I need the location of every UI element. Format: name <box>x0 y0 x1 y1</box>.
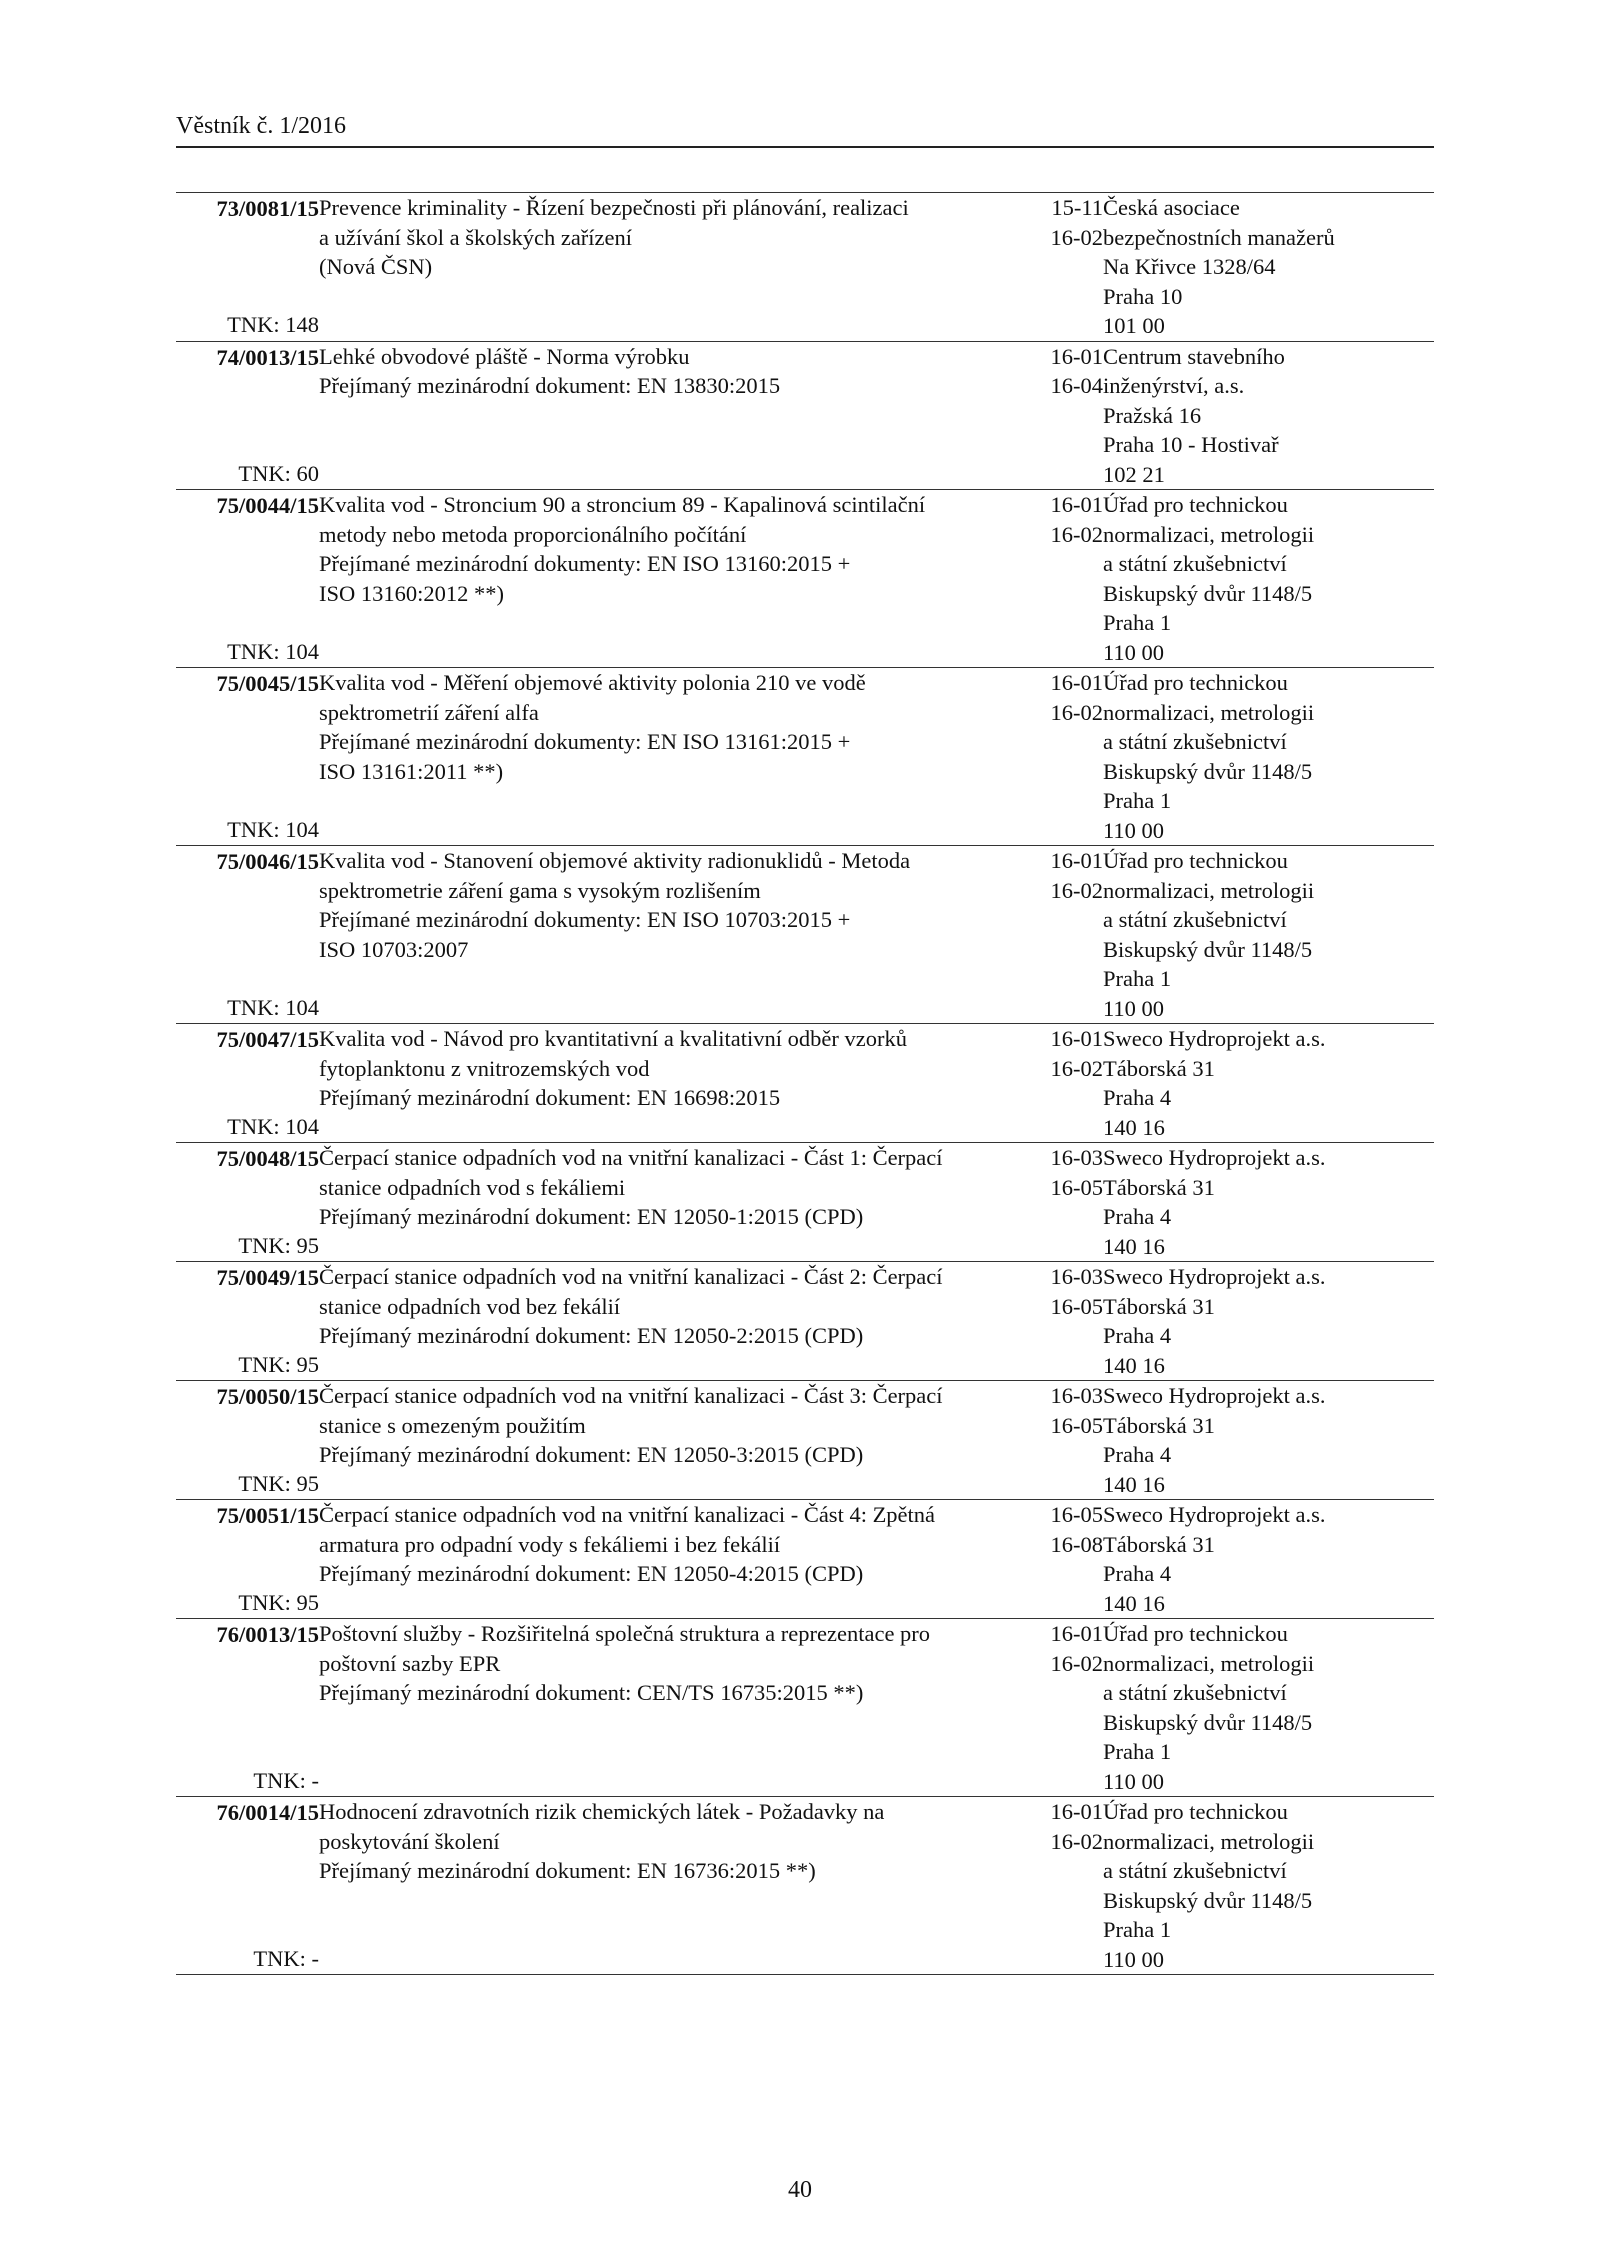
entry-date: 16-02 <box>1050 699 1103 725</box>
entry-org-line: Biskupský dvůr 1148/5 <box>1103 758 1313 784</box>
entry-org-line: 110 00 <box>1103 817 1165 843</box>
entry-org-line: 110 00 <box>1103 639 1165 665</box>
entry-number: 75/0045/15 <box>216 671 319 696</box>
entry-org-line: a státní zkušebnictví <box>1103 1858 1287 1883</box>
entry-number: 75/0044/15 <box>216 493 319 518</box>
entry-title-line: Přejímaný mezinárodní dokument: EN 12050-2:2015 (CPD) <box>319 1323 864 1348</box>
entry-date: 16-08 <box>1050 1531 1103 1557</box>
entry-org-cell <box>1103 1262 1434 1381</box>
entry-title-line: Čerpací stanice odpadních vod na vnitřní kanalizaci - Část 2: Čerpací <box>319 1264 943 1289</box>
entry-date: 16-01 <box>1050 1026 1103 1051</box>
tnk-label: TNK: - <box>253 1767 319 1793</box>
entry-org-line: 110 00 <box>1103 1946 1165 1972</box>
page-header <box>176 112 1434 148</box>
entry-org-line: Biskupský dvůr 1148/5 <box>1103 1887 1313 1913</box>
entry-org-line: 110 00 <box>1103 1768 1165 1794</box>
entry-title-line: Přejímané mezinárodní dokumenty: EN ISO 13160:2015 + <box>319 551 851 576</box>
entry-org-line: Praha 1 <box>1103 788 1172 813</box>
entry-title-cell <box>319 668 1005 846</box>
entry-org-line: Praha 1 <box>1103 1739 1172 1764</box>
table-row <box>176 1500 1434 1619</box>
entry-number: 75/0050/15 <box>216 1384 319 1409</box>
entry-title-line: Přejímané mezinárodní dokumenty: EN ISO 13161:2015 + <box>319 729 851 754</box>
entry-title-line: poskytování školení <box>319 1828 500 1854</box>
entry-title-line: Čerpací stanice odpadních vod na vnitřní kanalizaci - Část 1: Čerpací <box>319 1145 943 1170</box>
entry-date: 16-02 <box>1050 521 1103 547</box>
entry-org-line: 140 16 <box>1103 1471 1165 1497</box>
entry-dates-cell <box>1005 668 1103 846</box>
entry-title-line: Kvalita vod - Návod pro kvantitativní a kvalitativní odběr vzorků <box>319 1026 907 1051</box>
tnk-label: TNK: 104 <box>227 638 319 664</box>
entry-org-line: bezpečnostních manažerů <box>1103 224 1335 250</box>
entry-org-line: Praha 4 <box>1103 1442 1172 1467</box>
entry-id-cell <box>176 490 319 668</box>
entry-dates-cell <box>1005 341 1103 490</box>
entry-org-cell <box>1103 1619 1434 1797</box>
entry-org-line: inženýrství, a.s. <box>1103 373 1245 398</box>
entry-date: 16-01 <box>1050 343 1103 369</box>
entry-number: 73/0081/15 <box>216 196 319 221</box>
entry-title-line: Prevence kriminality - Řízení bezpečnosti při plánování, realizaci <box>319 195 909 220</box>
entry-date: 16-01 <box>1050 1799 1103 1824</box>
entry-org-line: Táborská 31 <box>1103 1531 1215 1557</box>
entry-dates-cell <box>1005 1797 1103 1975</box>
table-row <box>176 1024 1434 1143</box>
tnk-label: TNK: 95 <box>238 1589 319 1615</box>
entry-date: 16-02 <box>1050 224 1103 250</box>
entry-org-line: Biskupský dvůr 1148/5 <box>1103 580 1313 606</box>
entry-org-line: Pražská 16 <box>1103 402 1202 428</box>
entry-org-cell <box>1103 193 1434 342</box>
entry-title-line: Přejímaný mezinárodní dokument: EN 12050-1:2015 (CPD) <box>319 1204 864 1229</box>
entry-title-line: Poštovní služby - Rozšiřitelná společná struktura a reprezentace pro <box>319 1621 931 1646</box>
entry-title-cell <box>319 1500 1005 1619</box>
entry-date: 16-05 <box>1050 1174 1103 1200</box>
entry-org-line: Praha 4 <box>1103 1561 1172 1586</box>
entry-dates-cell <box>1005 193 1103 342</box>
entry-date: 16-04 <box>1050 373 1103 398</box>
entry-org-line: Na Křivce 1328/64 <box>1103 254 1276 279</box>
entry-number: 76/0013/15 <box>216 1622 319 1647</box>
tnk-label: TNK: 104 <box>227 816 319 842</box>
entry-title-cell <box>319 1262 1005 1381</box>
entry-id-cell <box>176 1262 319 1381</box>
entry-title-cell <box>319 1381 1005 1500</box>
entry-org-line: Úřad pro technickou <box>1103 848 1288 873</box>
entry-org-line: normalizaci, metrologii <box>1103 1650 1315 1676</box>
entry-number: 75/0049/15 <box>216 1265 319 1290</box>
entry-date: 16-05 <box>1050 1412 1103 1438</box>
tnk-label: TNK: - <box>253 1945 319 1971</box>
entry-title-cell <box>319 846 1005 1024</box>
entry-title-line: Lehké obvodové pláště - Norma výrobku <box>319 343 690 369</box>
entry-org-line: 101 00 <box>1103 313 1165 338</box>
entry-date: 16-01 <box>1050 492 1103 517</box>
entry-org-line: Praha 4 <box>1103 1323 1172 1348</box>
entry-date: 15-11 <box>1051 195 1103 220</box>
entry-org-line: Sweco Hydroprojekt a.s. <box>1103 1383 1326 1408</box>
entry-date: 16-02 <box>1050 877 1103 903</box>
entry-title-line: ISO 13161:2011 **) <box>319 758 504 784</box>
entry-title-line: Kvalita vod - Měření objemové aktivity polonia 210 ve vodě <box>319 670 866 695</box>
entry-org-line: Táborská 31 <box>1103 1174 1215 1200</box>
entry-date: 16-05 <box>1050 1502 1103 1527</box>
entry-title-line: ISO 13160:2012 **) <box>319 580 504 606</box>
entry-id-cell <box>176 1381 319 1500</box>
entry-org-line: Úřad pro technickou <box>1103 1799 1288 1824</box>
table-row <box>176 1619 1434 1797</box>
entry-title-line: Čerpací stanice odpadních vod na vnitřní kanalizaci - Část 3: Čerpací <box>319 1383 943 1408</box>
entry-org-line: Centrum stavebního <box>1103 343 1285 369</box>
entry-org-line: a státní zkušebnictví <box>1103 729 1287 754</box>
entry-title-line: (Nová ČSN) <box>319 254 433 279</box>
entry-title-line: Přejímaný mezinárodní dokument: EN 16698:2015 <box>319 1085 781 1110</box>
entry-org-line: 110 00 <box>1103 995 1165 1021</box>
entry-number: 76/0014/15 <box>216 1800 319 1825</box>
entry-title-line: Přejímaný mezinárodní dokument: EN 13830:2015 <box>319 373 781 398</box>
entry-org-line: 140 16 <box>1103 1352 1165 1378</box>
tnk-label: TNK: 95 <box>238 1232 319 1258</box>
standards-table-body <box>176 193 1434 1975</box>
entry-id-cell <box>176 1024 319 1143</box>
table-row <box>176 1262 1434 1381</box>
entry-org-cell <box>1103 846 1434 1024</box>
entry-title-line: fytoplanktonu z vnitrozemských vod <box>319 1055 650 1081</box>
entry-dates-cell <box>1005 1262 1103 1381</box>
entry-org-line: 102 21 <box>1103 461 1165 487</box>
entry-title-line: ISO 10703:2007 <box>319 936 469 962</box>
entry-date: 16-01 <box>1050 1621 1103 1646</box>
table-row <box>176 193 1434 342</box>
entry-title-line: metody nebo metoda proporcionálního počítání <box>319 521 747 547</box>
table-row <box>176 341 1434 490</box>
entry-id-cell <box>176 341 319 490</box>
entry-org-cell <box>1103 1500 1434 1619</box>
entry-date: 16-02 <box>1050 1828 1103 1854</box>
entry-org-line: a státní zkušebnictví <box>1103 551 1287 576</box>
entry-title-line: Čerpací stanice odpadních vod na vnitřní kanalizaci - Část 4: Zpětná <box>319 1502 936 1527</box>
entry-org-line: Praha 1 <box>1103 610 1172 635</box>
entry-org-line: normalizaci, metrologii <box>1103 699 1315 725</box>
entry-title-line: stanice odpadních vod s fekáliemi <box>319 1174 626 1200</box>
entry-dates-cell <box>1005 1143 1103 1262</box>
entry-id-cell <box>176 1619 319 1797</box>
entry-date: 16-03 <box>1050 1383 1103 1408</box>
entry-org-cell <box>1103 1381 1434 1500</box>
entry-title-cell <box>319 193 1005 342</box>
table-row <box>176 1381 1434 1500</box>
entry-date: 16-03 <box>1050 1264 1103 1289</box>
entry-org-cell <box>1103 1024 1434 1143</box>
entry-org-line: Sweco Hydroprojekt a.s. <box>1103 1502 1326 1527</box>
tnk-label: TNK: 95 <box>238 1351 319 1377</box>
entry-org-cell <box>1103 668 1434 846</box>
entry-title-line: spektrometrií záření alfa <box>319 699 539 725</box>
entry-org-line: Praha 1 <box>1103 1917 1172 1942</box>
entry-date: 16-02 <box>1050 1650 1103 1676</box>
entry-org-line: 140 16 <box>1103 1233 1165 1259</box>
entry-title-line: stanice s omezeným použitím <box>319 1412 586 1438</box>
entry-title-cell <box>319 1619 1005 1797</box>
table-row <box>176 668 1434 846</box>
entry-org-line: Úřad pro technickou <box>1103 670 1288 695</box>
entry-dates-cell <box>1005 1024 1103 1143</box>
entry-id-cell <box>176 1797 319 1975</box>
entry-title-line: armatura pro odpadní vody s fekáliemi i bez fekálií <box>319 1531 781 1557</box>
entry-org-line: Sweco Hydroprojekt a.s. <box>1103 1264 1326 1289</box>
entry-org-line: normalizaci, metrologii <box>1103 521 1315 547</box>
entry-id-cell <box>176 193 319 342</box>
entry-org-line: Biskupský dvůr 1148/5 <box>1103 1709 1313 1735</box>
entry-id-cell <box>176 846 319 1024</box>
table-row <box>176 490 1434 668</box>
entry-dates-cell <box>1005 1500 1103 1619</box>
entry-org-line: Praha 10 - Hostivař <box>1103 432 1279 457</box>
tnk-label: TNK: 104 <box>227 1113 319 1139</box>
entry-title-line: Kvalita vod - Stanovení objemové aktivity radionuklidů - Metoda <box>319 848 911 873</box>
entry-org-cell <box>1103 1143 1434 1262</box>
table-row <box>176 846 1434 1024</box>
entry-title-line: poštovní sazby EPR <box>319 1650 501 1676</box>
entry-dates-cell <box>1005 846 1103 1024</box>
entry-org-line: Úřad pro technickou <box>1103 1621 1288 1646</box>
entry-org-line: Praha 4 <box>1103 1204 1172 1229</box>
entry-date: 16-03 <box>1050 1145 1103 1170</box>
standards-table-container <box>176 192 1434 1975</box>
entry-title-line: Přejímaný mezinárodní dokument: EN 16736:2015 **) <box>319 1858 816 1883</box>
entry-org-cell <box>1103 341 1434 490</box>
entry-org-line: Sweco Hydroprojekt a.s. <box>1103 1026 1326 1051</box>
entry-org-line: Praha 1 <box>1103 966 1172 991</box>
entry-date: 16-02 <box>1050 1055 1103 1081</box>
entry-title-cell <box>319 1797 1005 1975</box>
tnk-label: TNK: 60 <box>238 460 319 486</box>
table-row <box>176 1143 1434 1262</box>
entry-date: 16-01 <box>1050 848 1103 873</box>
entry-org-line: a státní zkušebnictví <box>1103 1680 1287 1705</box>
journal-title: Věstník č. 1/2016 <box>176 113 346 139</box>
entry-id-cell <box>176 1500 319 1619</box>
entry-org-cell <box>1103 490 1434 668</box>
entry-org-line: Táborská 31 <box>1103 1293 1215 1319</box>
page-number: 40 <box>788 2177 812 2203</box>
entry-number: 75/0051/15 <box>216 1503 319 1528</box>
entry-org-line: Praha 4 <box>1103 1085 1172 1110</box>
entry-org-line: 140 16 <box>1103 1590 1165 1616</box>
entry-org-line: normalizaci, metrologii <box>1103 1828 1315 1854</box>
entry-org-line: 140 16 <box>1103 1114 1165 1140</box>
entry-title-line: spektrometrie záření gama s vysokým rozlišením <box>319 877 761 903</box>
entry-number: 75/0048/15 <box>216 1146 319 1171</box>
entry-org-line: Úřad pro technickou <box>1103 492 1288 517</box>
entry-title-line: a užívání škol a školských zařízení <box>319 224 633 250</box>
tnk-label: TNK: 95 <box>238 1470 319 1496</box>
entry-title-cell <box>319 1024 1005 1143</box>
entry-title-line: Kvalita vod - Stroncium 90 a stroncium 89 - Kapalinová scintilační <box>319 492 926 517</box>
entry-org-line: a státní zkušebnictví <box>1103 907 1287 932</box>
entry-number: 74/0013/15 <box>216 344 319 370</box>
entry-dates-cell <box>1005 490 1103 668</box>
entry-title-line: stanice odpadních vod bez fekálií <box>319 1293 621 1319</box>
entry-title-cell <box>319 341 1005 490</box>
entry-dates-cell <box>1005 1619 1103 1797</box>
tnk-label: TNK: 104 <box>227 994 319 1020</box>
entry-title-line: Přejímané mezinárodní dokumenty: EN ISO 10703:2015 + <box>319 907 851 932</box>
entry-title-line: Přejímaný mezinárodní dokument: CEN/TS 16735:2015 **) <box>319 1680 864 1705</box>
tnk-label: TNK: 148 <box>227 312 319 337</box>
entry-title-line: Přejímaný mezinárodní dokument: EN 12050-3:2015 (CPD) <box>319 1442 864 1467</box>
entry-date: 16-05 <box>1050 1293 1103 1319</box>
entry-dates-cell <box>1005 1381 1103 1500</box>
entry-org-line: normalizaci, metrologii <box>1103 877 1315 903</box>
entry-title-cell <box>319 1143 1005 1262</box>
entry-title-line: Přejímaný mezinárodní dokument: EN 12050-4:2015 (CPD) <box>319 1561 864 1586</box>
entry-org-line: Praha 10 <box>1103 283 1183 309</box>
entry-title-line: Hodnocení zdravotních rizik chemických látek - Požadavky na <box>319 1799 885 1824</box>
table-row <box>176 1797 1434 1975</box>
entry-org-line: Biskupský dvůr 1148/5 <box>1103 936 1313 962</box>
entry-org-line: Táborská 31 <box>1103 1412 1215 1438</box>
entry-number: 75/0046/15 <box>216 849 319 874</box>
entry-org-cell <box>1103 1797 1434 1975</box>
entry-org-line: Sweco Hydroprojekt a.s. <box>1103 1145 1326 1170</box>
entry-date: 16-01 <box>1050 670 1103 695</box>
entry-id-cell <box>176 668 319 846</box>
entry-number: 75/0047/15 <box>216 1027 319 1052</box>
entry-title-cell <box>319 490 1005 668</box>
entry-org-line: Česká asociace <box>1103 195 1240 220</box>
entry-id-cell <box>176 1143 319 1262</box>
entry-org-line: Táborská 31 <box>1103 1055 1215 1081</box>
standards-table <box>176 192 1434 1975</box>
